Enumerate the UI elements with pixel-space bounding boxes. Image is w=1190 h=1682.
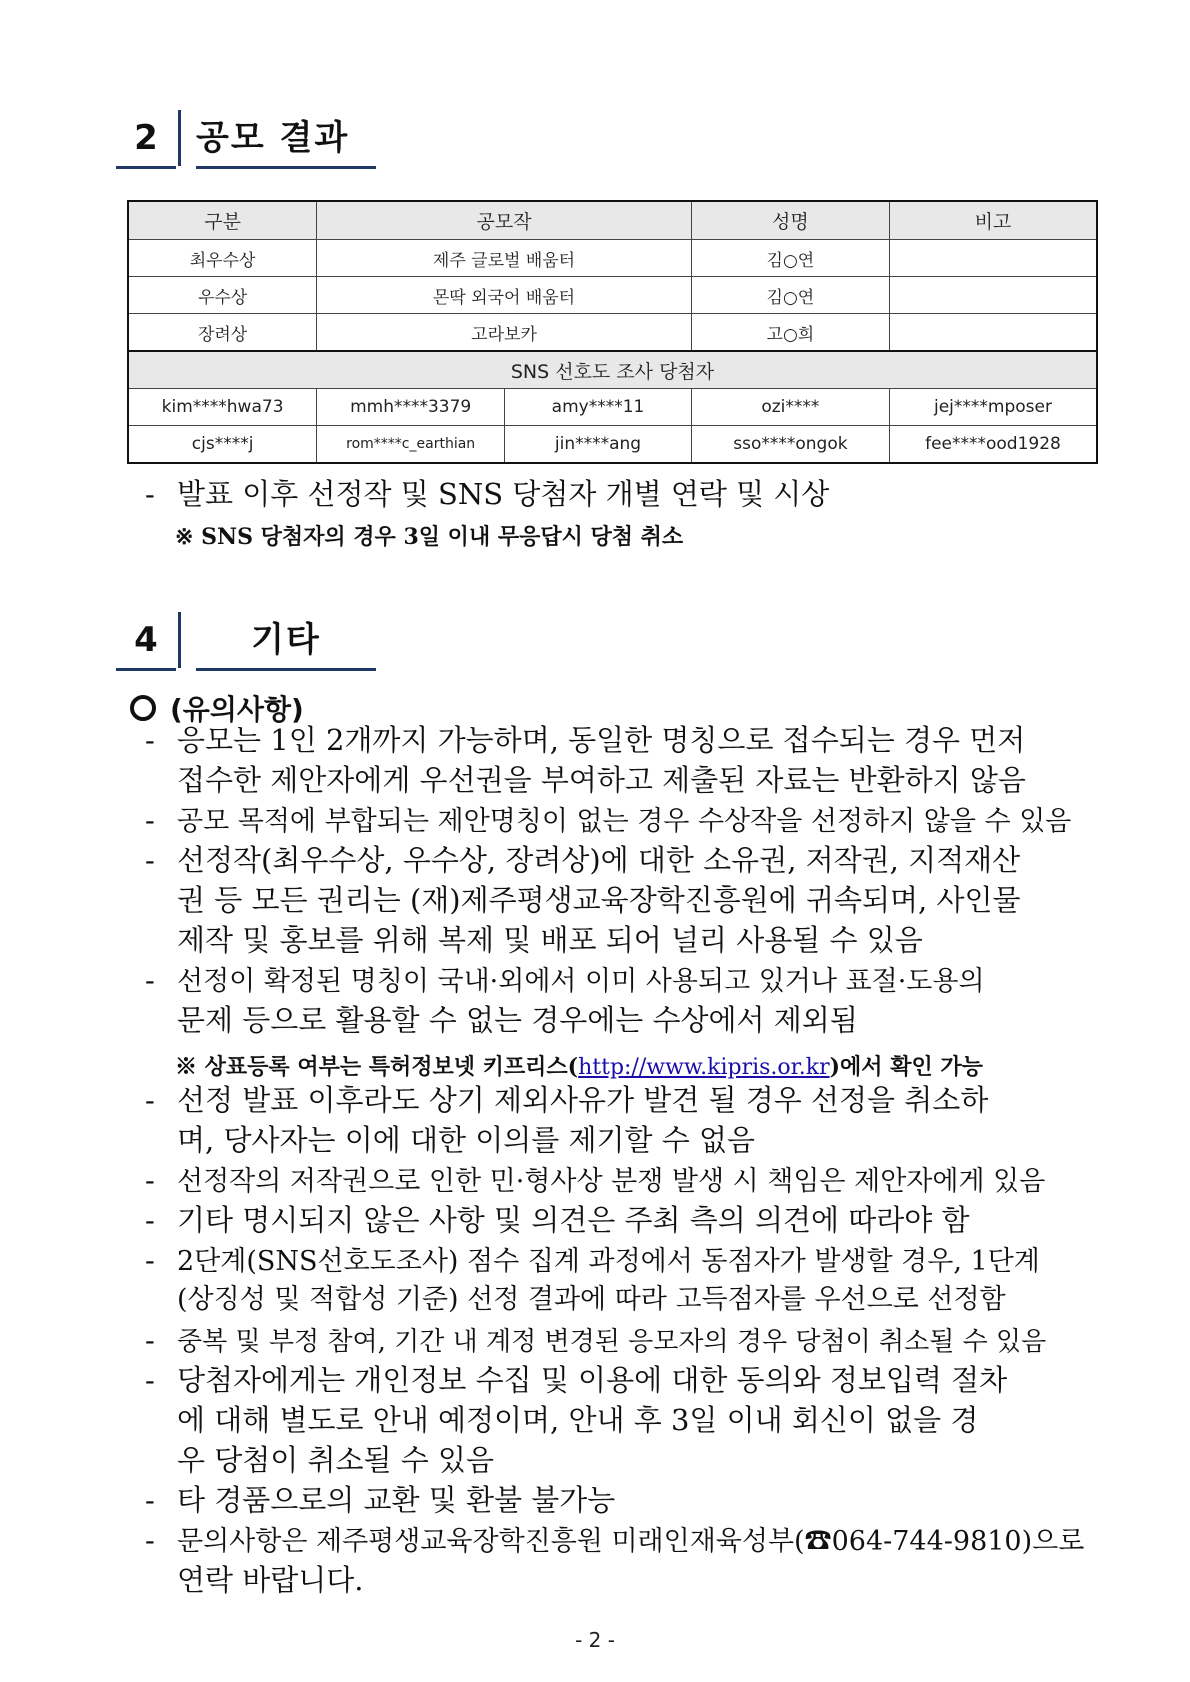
- sns-winner: kim****hwa73: [128, 389, 317, 426]
- section-number: 4: [134, 620, 158, 660]
- list-item-continuation: 에 대해 별도로 안내 예정이며, 안내 후 3일 이내 회신이 없을 경: [177, 1403, 979, 1437]
- section-divider-bar: [178, 110, 181, 166]
- section-title: 공모 결과: [196, 118, 350, 158]
- section-title-underline: [196, 166, 376, 169]
- sns-winner: fee****ood1928: [889, 426, 1097, 464]
- list-item: - 응모는 1인 2개까지 가능하며, 동일한 명칭으로 접수되는 경우 먼저: [145, 723, 1026, 757]
- header-note: 비고: [889, 201, 1097, 240]
- sns-winner: rom****c_earthian: [317, 426, 505, 464]
- list-item-continuation: 제작 및 홍보를 위해 복제 및 배포 되어 널리 사용될 수 있음: [177, 923, 923, 957]
- note-cell: [889, 240, 1097, 277]
- sns-winner: jin****ang: [505, 426, 692, 464]
- header-category: 구분: [128, 201, 317, 240]
- sns-winner: sso****ongok: [691, 426, 889, 464]
- list-item: - 타 경품으로의 교환 및 환불 불가능: [145, 1483, 616, 1517]
- award-cell: 장려상: [128, 314, 317, 352]
- work-cell: 제주 글로벌 배움터: [317, 240, 692, 277]
- table-header-row: [128, 201, 1097, 240]
- header-name: 성명: [691, 201, 889, 240]
- list-item-continuation: 며, 당사자는 이에 대한 이의를 제기할 수 없음: [177, 1123, 755, 1157]
- table-row: [128, 314, 1097, 352]
- list-item: - 기타 명시되지 않은 사항 및 의견은 주최 측의 의견에 따라야 함: [145, 1203, 970, 1237]
- section-title: 기타: [251, 620, 321, 660]
- work-cell: 몬딱 외국어 배움터: [317, 277, 692, 314]
- list-item: - 2단계(SNS선호도조사) 점수 집계 과정에서 동점자가 발생할 경우, 1단계: [145, 1243, 1040, 1277]
- sns-winner: mmh****3379: [317, 389, 505, 426]
- header-work: 공모작: [317, 201, 692, 240]
- name-cell: 김○연: [691, 240, 889, 277]
- announcement-line: - 발표 이후 선정작 및 SNS 당첨자 개별 연락 및 시상: [145, 477, 830, 511]
- sns-winner: jej****mposer: [889, 389, 1097, 426]
- name-cell: 고○희: [691, 314, 889, 352]
- circle-bullet-icon: [130, 695, 156, 721]
- list-item-continuation: (상징성 및 적합성 기준) 선정 결과에 따라 고득점자를 우선으로 선정함: [177, 1284, 1006, 1315]
- list-item: - 선정작(최우수상, 우수상, 장려상)에 대한 소유권, 저작권, 지적재산: [145, 843, 1021, 877]
- sns-row: [128, 389, 1097, 426]
- section-title-underline: [196, 668, 376, 671]
- sns-header-row: [128, 351, 1097, 389]
- list-item-continuation: 접수한 제안자에게 우선권을 부여하고 제출된 자료는 반환하지 않음: [177, 763, 1026, 797]
- list-item: - 문의사항은 제주평생교육장학진흥원 미래인재육성부(☎064-744-9810)으로: [145, 1523, 1085, 1557]
- work-cell: 고라보카: [317, 314, 692, 352]
- award-cell: 최우수상: [128, 240, 317, 277]
- list-item: - 당첨자에게는 개인정보 수집 및 이용에 대한 동의와 정보입력 절차: [145, 1363, 1008, 1397]
- note-cell: [889, 277, 1097, 314]
- list-item: - 중복 및 부정 참여, 기간 내 계정 변경된 응모자의 경우 당첨이 취소될 수 있음: [145, 1323, 1047, 1357]
- list-item-continuation: 연락 바랍니다.: [177, 1563, 364, 1597]
- notice-heading: (유의사항): [130, 688, 304, 728]
- sns-cancel-note: ※ SNS 당첨자의 경우 3일 이내 무응답시 당첨 취소: [175, 524, 684, 550]
- kipris-note: ※ 상표등록 여부는 특허정보넷 키프리스(http://www.kipris.or.kr)에서 확인 가능: [175, 1054, 983, 1080]
- list-item-continuation: 우 당첨이 취소될 수 있음: [177, 1443, 495, 1477]
- sns-winner: cjs****j: [128, 426, 317, 464]
- note-cell: [889, 314, 1097, 352]
- page-number: - 2 -: [575, 1628, 615, 1652]
- sns-winner: ozi****: [691, 389, 889, 426]
- sns-winner: amy****11: [505, 389, 692, 426]
- table-row: [128, 240, 1097, 277]
- list-item: - 선정 발표 이후라도 상기 제외사유가 발견 될 경우 선정을 취소하: [145, 1083, 989, 1117]
- kipris-link[interactable]: http://www.kipris.or.kr: [578, 1055, 830, 1080]
- list-item: - 선정작의 저작권으로 인한 민·형사상 분쟁 발생 시 책임은 제안자에게 있음: [145, 1163, 1046, 1197]
- award-cell: 우수상: [128, 277, 317, 314]
- sns-row: [128, 426, 1097, 464]
- results-table: [127, 200, 1098, 464]
- list-item: - 공모 목적에 부합되는 제안명칭이 없는 경우 수상작을 선정하지 않을 수 있음: [145, 803, 1072, 837]
- section-divider-bar: [178, 612, 181, 668]
- name-cell: 김○연: [691, 277, 889, 314]
- list-item: - 선정이 확정된 명칭이 국내·외에서 이미 사용되고 있거나 표절·도용의: [145, 963, 985, 997]
- list-item-continuation: 권 등 모든 권리는 (재)제주평생교육장학진흥원에 귀속되며, 사인물: [177, 883, 1021, 917]
- sns-header: SNS 선호도 조사 당첨자: [128, 351, 1097, 389]
- list-item-continuation: 문제 등으로 활용할 수 없는 경우에는 수상에서 제외됨: [177, 1003, 858, 1037]
- section-number: 2: [134, 118, 158, 158]
- table-row: [128, 277, 1097, 314]
- section-number-underline: [116, 668, 176, 671]
- section-number-underline: [116, 166, 176, 169]
